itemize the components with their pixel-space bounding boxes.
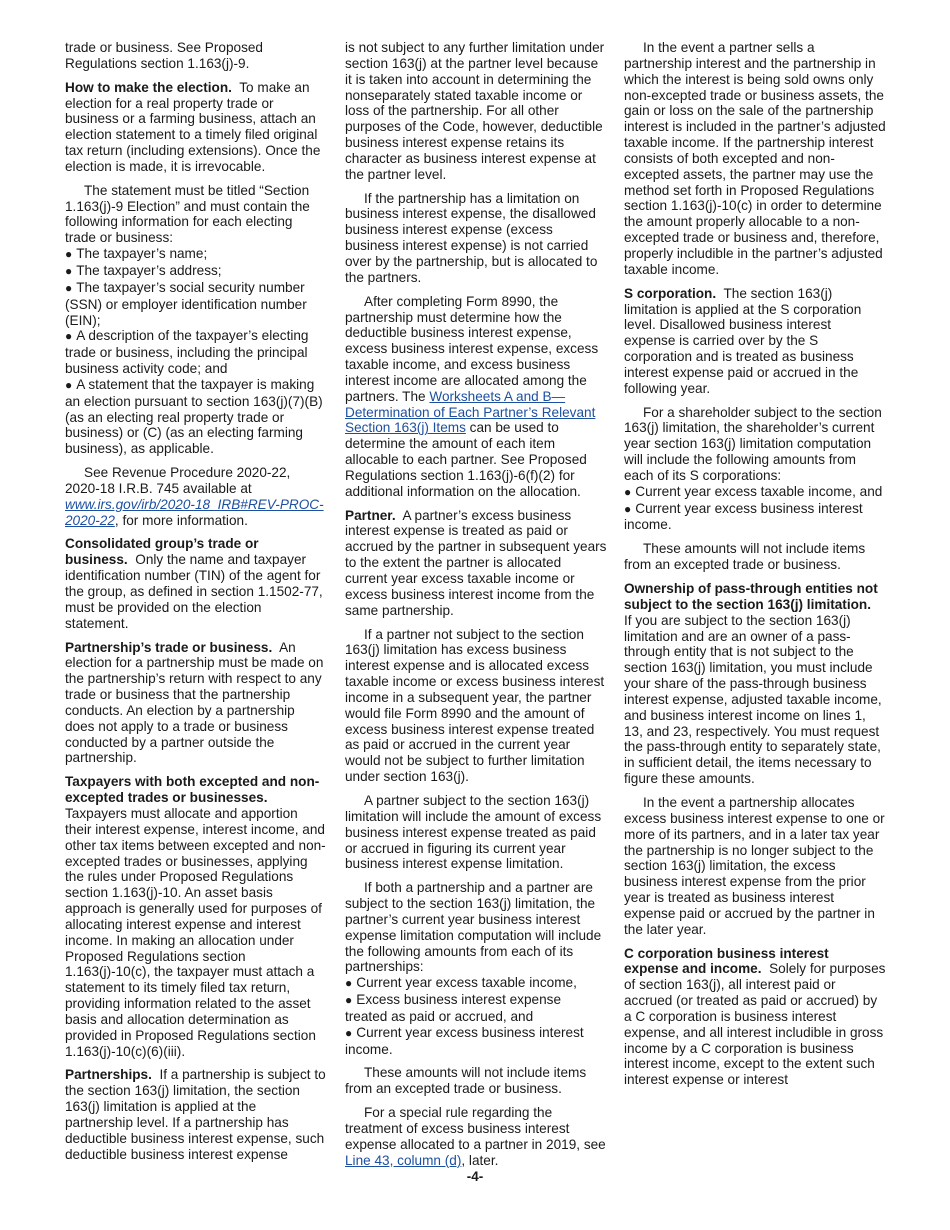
- column-1: [65, 40, 327, 1171]
- paragraph-text: If a partnership is subject to the section 163(j) limitation, the section 163(j) limitation is applied at the partnership level. If a partnership has deductible business interest expense, such deductible business interest expense: [65, 1067, 326, 1162]
- paragraph-partner: [345, 508, 607, 619]
- list-item: [65, 246, 327, 263]
- paragraph: These amounts will not include items from an excepted trade or business.: [624, 541, 866, 573]
- paragraph-s-corporation: [624, 286, 886, 397]
- list-item: [65, 280, 327, 329]
- paragraph-text: A partner’s excess business interest expense is treated as paid or accrued by the partner in subsequent years to the extent the partner is allocated current year excess taxable income or excess business interest income from the same partnership.: [345, 507, 607, 618]
- paragraph-text: For a special rule regarding the treatment of excess business interest expense allocated to a partner in 2019, see: [345, 1105, 606, 1152]
- section-heading: Consolidated group’s trade or business.: [65, 536, 259, 568]
- list-item: [624, 484, 886, 501]
- list-item-text: A description of the taxpayer’s electing trade or business, including the principal business activity code; and: [65, 328, 309, 377]
- bullet-icon: ●: [345, 976, 353, 991]
- list-item: [345, 975, 607, 992]
- paragraph-partnership-trade: [65, 640, 327, 767]
- paragraph: If a partner not subject to the section 163(j) limitation has excess business interest expense and is allocated excess taxable income or excess business interest income in a subsequent year, the partner would file Form 8990 and the amount of excess business interest expense treated as paid or accrued in the current year would not be subject to further limitation under section 163(j).: [345, 626, 605, 785]
- paragraph-text: , later.: [461, 1152, 499, 1168]
- section-heading: Partnerships.: [65, 1067, 152, 1083]
- worksheets-link[interactable]: Worksheets A and B—Determination of Each Partner’s Relevant Section 163(j) Items: [345, 388, 596, 436]
- section-heading: S corporation.: [624, 285, 717, 301]
- bullet-icon: ●: [65, 247, 73, 262]
- paragraph-text: Only the name and taxpayer identification number (TIN) of the agent for the group, as defined in section 1.1502-77, must be provided on the election statement.: [65, 552, 323, 631]
- paragraph-how-to-make-election: [65, 80, 327, 175]
- list-item-text: Current year excess business interest income.: [624, 500, 863, 533]
- list-item: [65, 328, 327, 377]
- list-item: [65, 263, 327, 280]
- bullet-icon: ●: [624, 501, 632, 516]
- list-item-text: Current year excess taxable income, and: [635, 483, 883, 499]
- paragraph-text: The section 163(j) limitation is applied at the S corporation level. Disallowed business interest expense is carried over by the S corporation and is treated as business interest expense paid or accrued in the following year.: [624, 285, 862, 396]
- list-item-text: The taxpayer’s social security number (SSN) or employer identification number (EIN);: [65, 279, 307, 328]
- list-item-text: Excess business interest expense treated as paid or accrued, and: [345, 992, 562, 1024]
- paragraph-worksheets: [345, 294, 607, 500]
- bullet-icon: ●: [345, 993, 353, 1008]
- bullet-icon: ●: [65, 263, 73, 278]
- paragraph: trade or business. See Proposed Regulations section 1.163(j)-9.: [65, 40, 263, 71]
- paragraph-partnerships: [65, 1067, 327, 1162]
- paragraph-consolidated-group: [65, 536, 327, 631]
- section-heading: Partnership’s trade or business.: [65, 639, 273, 655]
- paragraph-text: , for more information.: [114, 512, 248, 528]
- bullet-icon: ●: [65, 280, 73, 295]
- paragraph-taxpayers-excepted: [65, 774, 327, 1059]
- section-heading: Ownership of pass-through entities not subject to the section 163(j) limitation.: [624, 581, 878, 612]
- section-heading: C corporation business interest expense and income.: [624, 945, 829, 977]
- paragraph-text: Solely for purposes of section 163(j), all interest paid or accrued (or treated as paid or accrued) by a C corporation is business interest expense, and all interest includible in gross income by a C corporation is business interest income, except to the extent such interest expense or interest: [624, 961, 886, 1088]
- list-item-text: The taxpayer’s address;: [76, 262, 222, 278]
- paragraph: If both a partnership and a partner are subject to the section 163(j) limitation, the partner’s current year business interest expense limitation computation will include the following amounts from each of its partnerships:: [345, 880, 602, 975]
- bullet-icon: ●: [65, 377, 73, 392]
- paragraph: In the event a partner sells a partnership interest and the partnership in which the interest is being sold owns only non-excepted trade or business assets, the gain or loss on the sale of the partnership interest is included in the partner’s adjusted taxable income. If the partnership interest consists of both excepted and non-excepted assets, the partner may use the method set forth in Proposed Regulations section 1.163(j)-10(c) in order to determine the amount properly allocable to a non-excepted trade or business and, therefore, properly includible in the partner’s adjusted taxable income.: [624, 40, 886, 277]
- list-item: [345, 1025, 607, 1058]
- paragraph: These amounts will not include items from an excepted trade or business.: [345, 1065, 587, 1097]
- list-item-text: Current year excess taxable income,: [356, 975, 577, 991]
- paragraph-text: Taxpayers must allocate and apportion their interest expense, interest income, and other tax items between excepted and non-excepted trades or businesses, applying the rules under Proposed Regulations section 1.163(j)-10. An asset basis approach is generally used for purposes of allocating interest expense and interest income. In making an allocation under Proposed Regulations section 1.163(j)-10(c), the taxpayer must attach a statement to its timely filed tax return, providing information related to the asset basis and allocation determination as provided in Proposed Regulations section 1.163(j)-10(c)(6)(iii).: [65, 805, 326, 1059]
- paragraph: For a shareholder subject to the section 163(j) limitation, the shareholder’s current year section 163(j) limitation computation will include the following amounts from each of its S corporations:: [624, 404, 882, 483]
- revenue-procedure-link[interactable]: www.irs.gov/irb/2020-18_IRB#REV-PROC-2020-22: [65, 496, 324, 528]
- section-heading: Taxpayers with both excepted and non-excepted trades or businesses.: [65, 774, 320, 806]
- paragraph: The statement must be titled “Section 1.163(j)-9 Election” and must contain the following information for each electing trade or business:: [65, 182, 310, 246]
- line-43-link[interactable]: Line 43, column (d): [345, 1152, 462, 1168]
- page-number: -4-: [466, 1169, 484, 1184]
- bullet-icon: ●: [345, 1025, 353, 1040]
- paragraph: is not subject to any further limitation under section 163(j) at the partner level because it is taken into account in determining the nonseparately stated taxable income or loss of the partnership. For all other purposes of the Code, however, deductible business interest expense retains its character as business interest expense at the partner level.: [345, 40, 605, 182]
- list-item-text: A statement that the taxpayer is making an election pursuant to section 163(j)(7)(B) (as an electing real property trade or business) or (C) (as an electing farming business), as applicable.: [65, 376, 323, 457]
- list-item: [65, 377, 327, 457]
- paragraph-text: To make an election for a real property trade or business or a farming business, attach an election statement to a timely filed original tax return (including extensions). Once the election is made, it is irrevocable.: [65, 79, 321, 174]
- paragraph-special-rule: [345, 1105, 607, 1168]
- paragraph-revenue-procedure: [65, 465, 327, 528]
- column-2: [345, 40, 607, 1177]
- column-3: [624, 40, 886, 1096]
- paragraph-text: After completing Form 8990, the partnership must determine how the deductible business interest expense, excess business interest expense, excess taxable income, and excess business interest income are allocated among the partners. The: [345, 293, 599, 404]
- section-heading: How to make the election.: [65, 79, 232, 95]
- list-item: [624, 501, 886, 534]
- list-item-text: The taxpayer’s name;: [76, 246, 208, 262]
- list-item-text: Current year excess business interest income.: [345, 1024, 584, 1057]
- paragraph-text: If you are subject to the section 163(j) limitation and are an owner of a pass-through entity that is not subject to the section 163(j) limitation, you must include your share of the pass-through business interest expense, adjusted taxable income, and business interest income on lines 1, 13, and 23, respectively. You must request the pass-through entity to separately state, in sufficient detail, the items necessary to figure these amounts.: [624, 612, 882, 787]
- paragraph-text: See Revenue Procedure 2020-22, 2020-18 I.R.B. 745 available at: [65, 465, 291, 496]
- paragraph-ownership-pass-through: [624, 581, 886, 787]
- paragraph: In the event a partnership allocates excess business interest expense to one or more of its partners, and in a later tax year the partnership is no longer subject to the section 163(j) limitation, the excess business interest expense from the prior year is treated as business interest expense paid or accrued by the partner in the later year.: [624, 794, 885, 937]
- paragraph: If the partnership has a limitation on business interest expense, the disallowed business interest expense (excess business interest expense) is not carried over by the partnership, but is allocated to the partners.: [345, 190, 598, 285]
- paragraph-text: An election for a partnership must be made on the partnership’s return with respect to any trade or business that the partnership conducts. An election by a partnership does not apply to a trade or business conducted by a partner outside the partnership.: [65, 639, 324, 766]
- bullet-icon: ●: [65, 329, 73, 344]
- list-item: [345, 992, 607, 1025]
- bullet-icon: ●: [624, 484, 632, 499]
- section-heading: Partner.: [345, 507, 396, 523]
- paragraph-text: can be used to determine the amount of each item allocable to each partner. See Proposed Regulations section 1.163(j)-6(f)(2) for additional information on the allocation.: [345, 420, 587, 499]
- paragraph: A partner subject to the section 163(j) limitation will include the amount of excess business interest expense treated as paid or accrued in figuring its current year business interest expense limitation.: [345, 792, 602, 872]
- paragraph-c-corporation: [624, 946, 886, 1089]
